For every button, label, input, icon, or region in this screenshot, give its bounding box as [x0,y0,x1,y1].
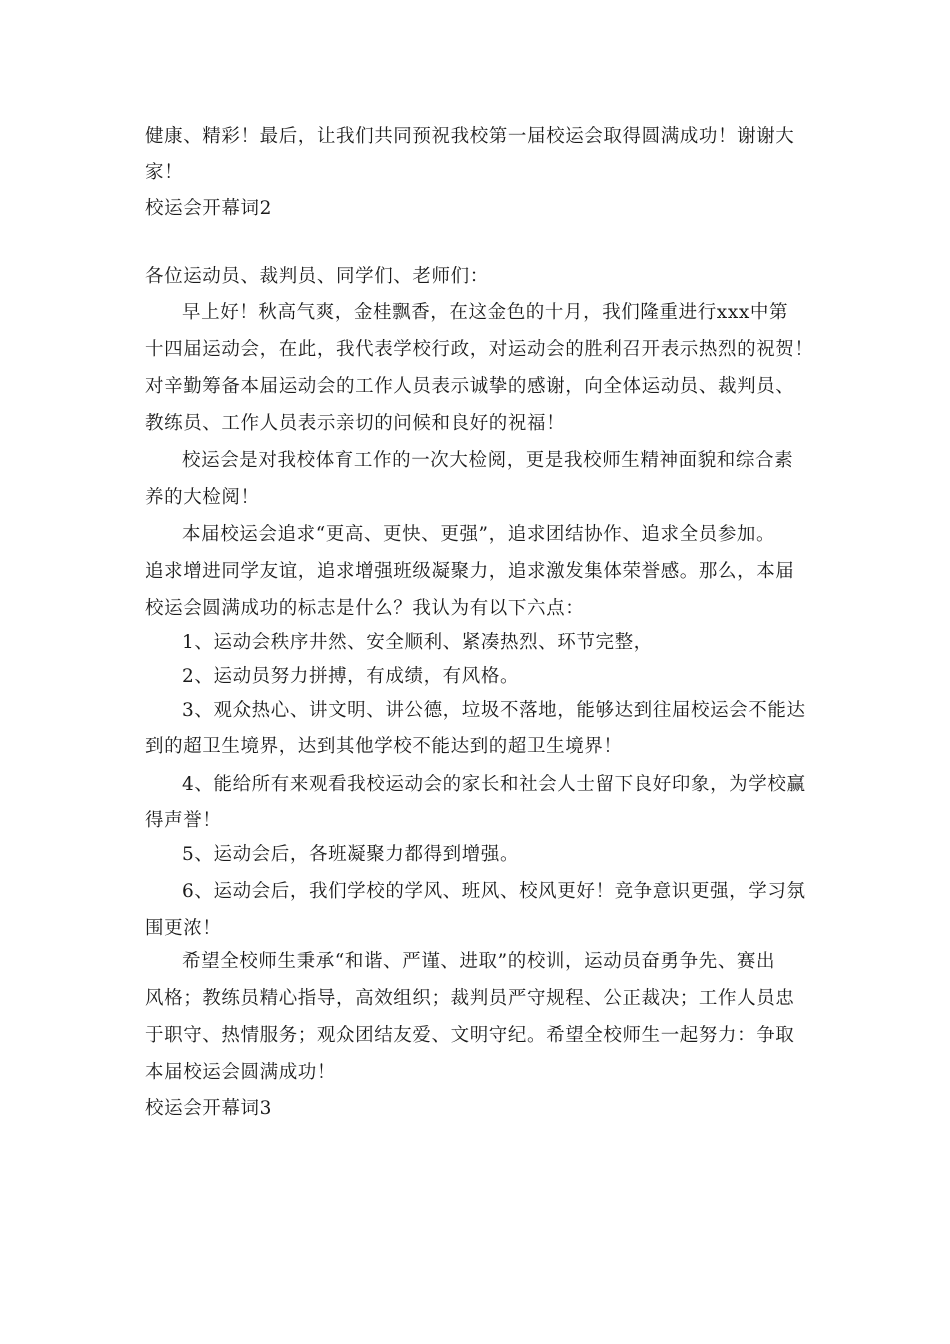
section-heading-2: 校运会开幕词2 [145,198,272,219]
paragraph-line: 早上好！秋高气爽，金桂飘香，在这金色的十月，我们隆重进行xxx中第 [182,302,789,323]
paragraph-line: 校运会是对我校体育工作的一次大检阅，更是我校师生精神面貌和综合素 [182,450,794,471]
list-item: 1、运动会秩序井然、安全顺利、紧凑热烈、环节完整， [182,632,653,653]
list-item: 4、能给所有来观看我校运动会的家长和社会人士留下良好印象，为学校赢 [182,774,806,795]
salutation: 各位运动员、裁判员、同学们、老师们： [145,266,489,287]
paragraph-line: 追求增进同学友谊，追求增强班级凝聚力，追求激发集体荣誉感。那么，本届 [145,561,795,582]
paragraph-line: 校运会圆满成功的标志是什么？我认为有以下六点： [145,598,585,619]
paragraph-line: 对辛勤筹备本届运动会的工作人员表示诚挚的感谢，向全体运动员、裁判员、 [145,376,795,397]
list-item: 得声誉！ [145,810,222,831]
paragraph-line: 养的大检阅！ [145,487,260,508]
paragraph-line: 于职守、热情服务；观众团结友爱、文明守纪。希望全校师生一起努力：争取 [145,1025,795,1046]
list-item: 6、运动会后，我们学校的学风、班风、校风更好！竞争意识更强，学习氛 [182,881,806,902]
paragraph-line: 十四届运动会，在此，我代表学校行政，对运动会的胜利召开表示热烈的祝贺！ [145,339,814,360]
paragraph-line: 教练员、工作人员表示亲切的问候和良好的祝福！ [145,413,566,434]
list-item: 围更浓！ [145,918,222,939]
list-item: 到的超卫生境界，达到其他学校不能达到的超卫生境界！ [145,736,623,757]
intro-line: 家！ [145,162,184,183]
paragraph-line: 希望全校师生秉承“和谐、严谨、进取”的校训，运动员奋勇争先、赛出 [182,951,776,972]
section-heading-3: 校运会开幕词3 [145,1098,272,1119]
list-item: 5、运动会后，各班凝聚力都得到增强。 [182,844,520,865]
paragraph-line: 风格；教练员精心指导，高效组织；裁判员严守规程、公正裁决；工作人员忠 [145,988,795,1009]
list-item: 3、观众热心、讲文明、讲公德，垃圾不落地，能够达到往届校运会不能达 [182,700,806,721]
paragraph-line: 本届校运会追求“更高、更快、更强”，追求团结协作、追求全员参加。 [182,524,776,545]
intro-line: 健康、精彩！最后，让我们共同预祝我校第一届校运会取得圆满成功！谢谢大 [145,126,795,147]
paragraph-line: 本届校运会圆满成功！ [145,1062,337,1083]
list-item: 2、运动员努力拼搏，有成绩，有风格。 [182,666,520,687]
